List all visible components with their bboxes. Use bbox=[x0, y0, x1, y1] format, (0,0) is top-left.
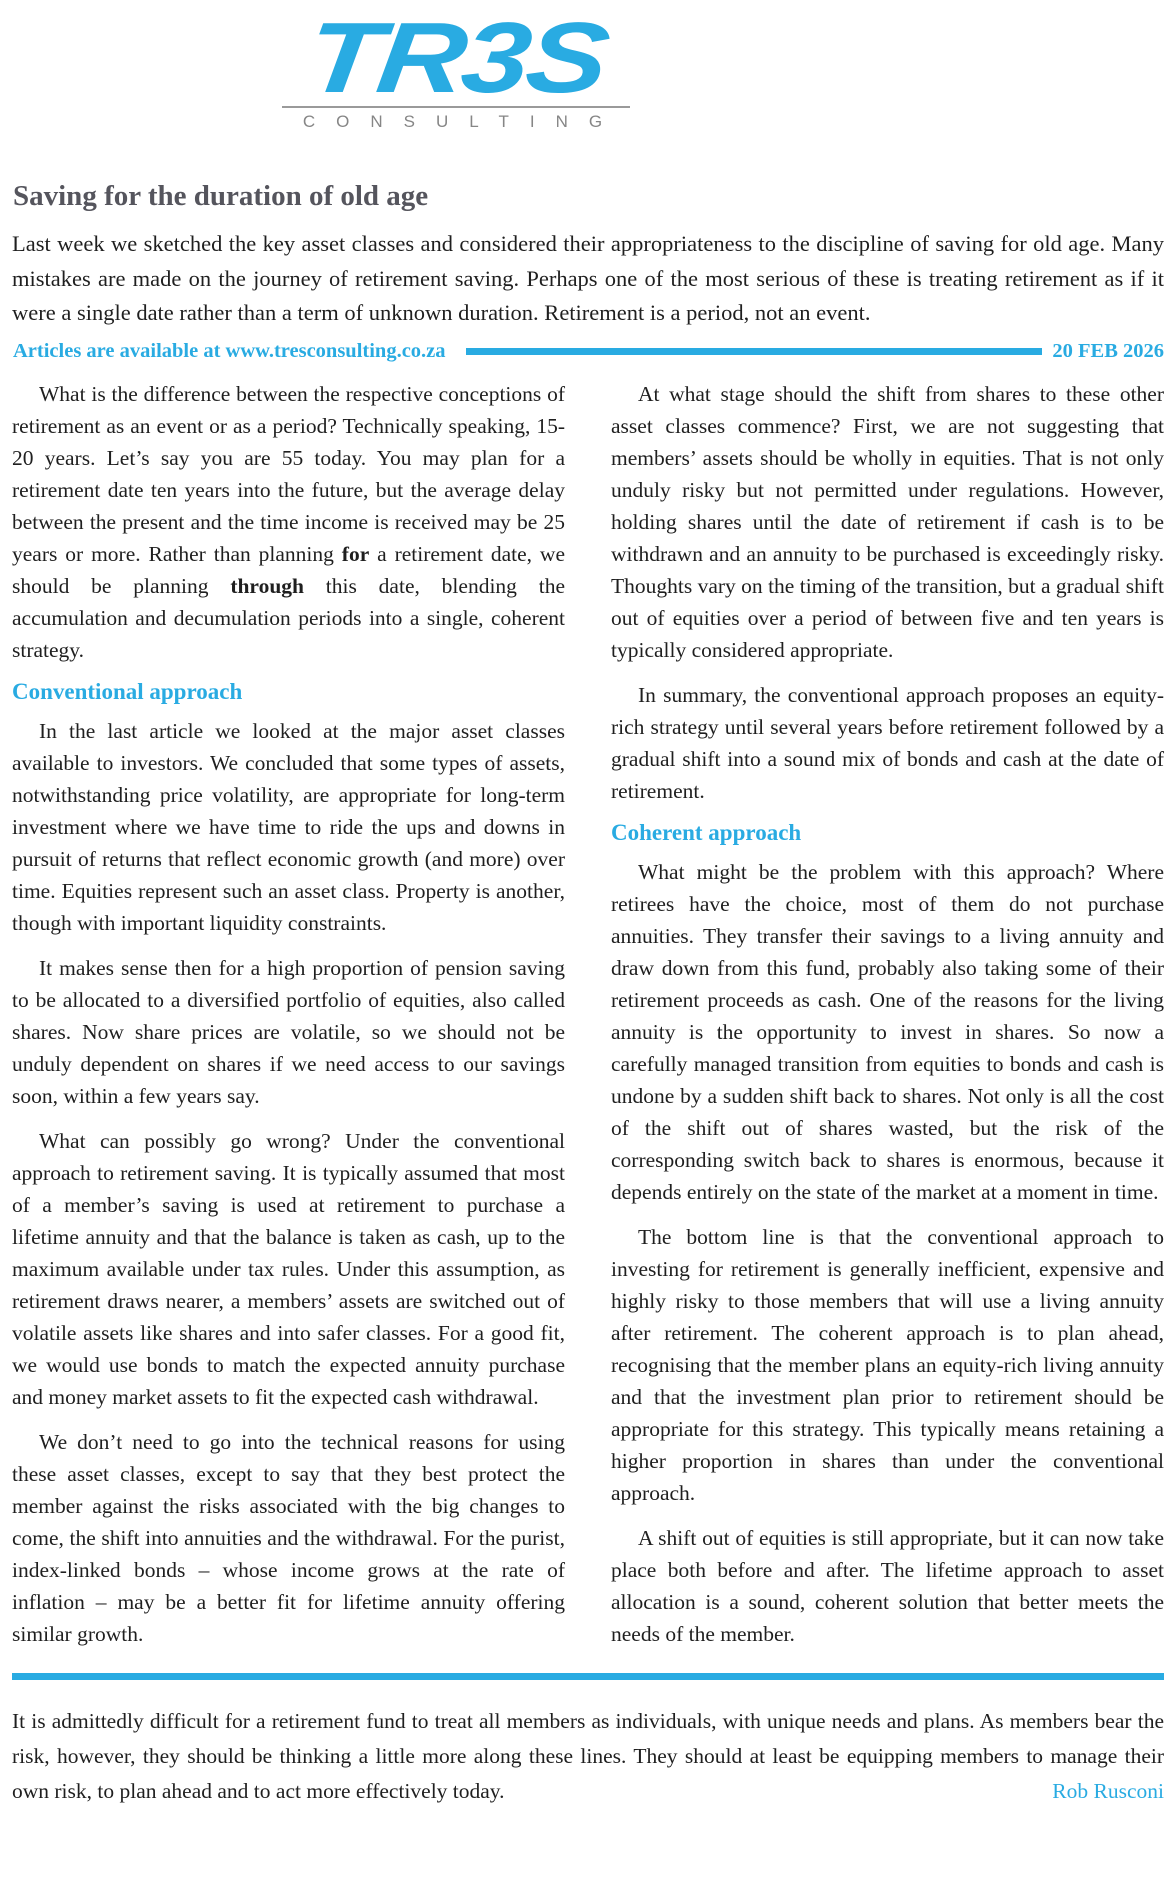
footer-paragraph bbox=[12, 1704, 1164, 1809]
paragraph: The bottom line is that the conventional approach to investing for retirement is generally inefficient, expensive and highly risky to those members that will use a living annuity after retirement. The coherent approach is to plan ahead, recognising that the member plans an equity-rich living annuity and that the investment plan prior to retirement should be appropriate for this strategy. This typically means retaining a higher proportion in shares than under the conventional approach. bbox=[611, 1224, 1164, 1505]
paragraph: In the last article we looked at the major asset classes available to investors. We concluded that some types of assets, notwithstanding price volatility, are appropriate for long-term investment where we have time to ride the ups and downs in pursuit of returns that reflect economic growth (and more) over time. Equities represent such an asset class. Property is another, though with important liquidity constraints. bbox=[12, 718, 565, 935]
paragraph bbox=[12, 378, 565, 666]
paragraph-text: What is the difference between the respective conceptions of retirement as an event or as a period? Technically speaking, 15-20 years. Let’s say you are 55 today. You may plan for a retirement date ten years into the future, but the average delay between the present and the time income is received may be 25 years or more. Rather than planning bbox=[12, 381, 565, 566]
brand-tagline: CONSULTING bbox=[302, 112, 624, 131]
bold-word: for bbox=[341, 541, 370, 566]
bold-word: through bbox=[230, 573, 304, 598]
paragraph: In summary, the conventional approach proposes an equity-rich strategy until several years before retirement followed by a gradual shift into a sound mix of bonds and cash at the date of retirement. bbox=[611, 682, 1164, 803]
brand-logo bbox=[282, 2, 630, 132]
intro-paragraph: Last week we sketched the key asset classes and considered their appropriateness to the discipline of saving for old age. Many mistakes are made on the journey of retirement saving. Perhaps one of the most serious of these is treating retirement as if it were a single date rather than a term of unknown duration. Retirement is a period, not an event. bbox=[12, 231, 1164, 325]
paragraph: A shift out of equities is still appropriate, but it can now take place both before and after. The lifetime approach to asset allocation is a sound, coherent solution that better meets the needs of the member. bbox=[611, 1525, 1164, 1646]
date-label: 20 FEB 2026 bbox=[1052, 339, 1164, 362]
section-heading-conventional: Conventional approach bbox=[12, 678, 243, 704]
author-name: Rob Rusconi bbox=[1038, 1774, 1164, 1809]
paragraph: What can possibly go wrong? Under the conventional approach to retirement saving. It is typically assumed that most of a member’s saving is used at retirement to purchase a lifetime annuity and that the balance is taken as cash, up to the maximum available under tax rules. Under this assumption, as retirement draws nearer, a members’ assets are switched out of volatile assets like shares and into safer classes. For a good fit, we would use bonds to match the expected annuity purchase and money market assets to fit the expected cash withdrawal. bbox=[12, 1128, 565, 1409]
article-body bbox=[12, 378, 1164, 1663]
meta-bar bbox=[13, 340, 1164, 363]
paragraph: We don’t need to go into the technical reasons for using these asset classes, except to say that they best protect the member against the risks associated with the big changes to come, the shift into annuities and the withdrawal. For the purist, index-linked bonds – whose income grows at the rate of inflation – may be a better fit for lifetime annuity offering similar growth. bbox=[12, 1429, 565, 1646]
page-title: Saving for the duration of old age bbox=[13, 180, 429, 212]
footer-divider-rule bbox=[12, 1673, 1164, 1680]
paragraph: It makes sense then for a high proportion of pension saving to be allocated to a diversified portfolio of equities, also called shares. Now share prices are volatile, so we should not be unduly dependent on shares if we need access to our savings soon, within a few years say. bbox=[12, 955, 565, 1108]
meta-divider-rule bbox=[466, 348, 1043, 355]
articles-link-text: Articles are available at www.tresconsulting.co.za bbox=[13, 339, 446, 362]
paragraph-text: a retirement date, we should be planning bbox=[12, 541, 565, 598]
column-right bbox=[611, 378, 1164, 1663]
paragraph: At what stage should the shift from shares to these other asset classes commence? First, we are not suggesting that members’ assets should be wholly in equities. That is not only unduly risky but not permitted under regulations. However, holding shares until the date of retirement if cash is to be withdrawn and an annuity to be purchased is exceedingly risky. Thoughts vary on the timing of the transition, but a gradual shift out of equities over a period of between five and ten years is typically considered appropriate. bbox=[611, 381, 1164, 662]
brand-logo-text: TR3S bbox=[300, 2, 612, 114]
section-heading-coherent: Coherent approach bbox=[611, 819, 802, 845]
footer-text: It is admittedly difficult for a retirement fund to treat all members as individuals, with unique needs and plans. As members bear the risk, however, they should be thinking a little more along these lines. They should at least be equipping members to manage their own risk, to plan ahead and to act more effectively today. bbox=[12, 1708, 1164, 1803]
paragraph-text: this date, blending the accumulation and decumulation periods into a single, coherent strategy. bbox=[12, 573, 565, 662]
paragraph: What might be the problem with this approach? Where retirees have the choice, most of them do not purchase annuities. They transfer their savings to a living annuity and draw down from this fund, probably also taking some of their retirement proceeds as cash. One of the reasons for the living annuity is the opportunity to invest in shares. So now a carefully managed transition from equities to bonds and cash is undone by a sudden shift back to shares. Not only is all the cost of the shift out of shares wasted, but the risk of the corresponding switch back to shares is enormous, because it depends entirely on the state of the market at a moment in time. bbox=[611, 859, 1164, 1204]
column-left bbox=[12, 378, 565, 1663]
